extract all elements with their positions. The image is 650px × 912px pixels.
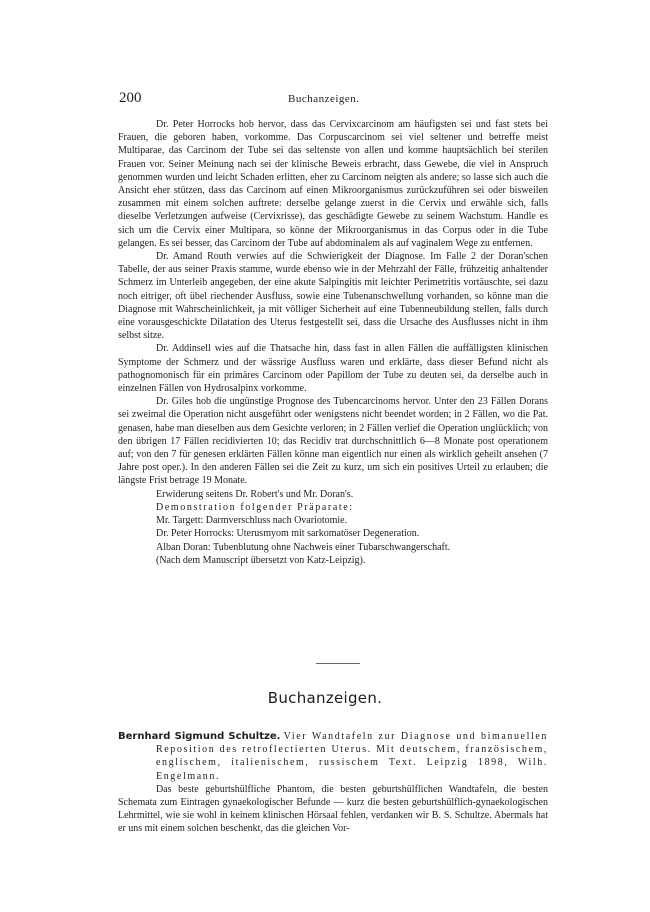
paragraph-horrocks: Dr. Peter Horrocks hob hervor, dass das Cervixcarcinom am häufigsten sei und fast stets bei Frauen, die geboren haben, vorkomme. Das Corpuscarcinom sei viel seltener und betreffe meist Multiparae, das Carcinom der Tube sei das seltenste von allen und komme hauptsächlich bei sterilen Frauen vor. Seiner Meinung nach sei der klinische Beweis erbracht, dass Gewebe, die viel in Anspruch genommen wurden und leicht Schaden erlitten, eher zu Carcinom neigten als andere; so lasse sich auch die Ansicht eher stützen, dass das Carcinom auf einen Mikroorganismus zurückzuführen sei oder bisweilen zusammen mit einem solchen auftrete: derselbe gelange zuerst in die Cervix und erwähle sich, falls dieselbe Verletzungen aufweise (Cervixrisse), das geschädigte Gewebe zu seinem Wachstum. Handle es sich um die Cervix einer Multipara, so könne der Mikroorganismus in das Corpus oder in die Tube gelangen. Es sei besser, das Carcinom der Tube auf abdominalem als auf vaginalem Wege zu entfernen. [118, 119, 548, 249]
review-text [118, 730, 548, 836]
paragraph-horrocks-specimen: Dr. Peter Horrocks: Uterusmyom mit sarkomatöser Degeneration. [156, 528, 420, 540]
running-title: Buchanzeigen. [288, 93, 360, 105]
paragraph-reply: Erwiderung seitens Dr. Robert's und Mr. Doran's. [156, 488, 354, 500]
report-text [118, 118, 548, 567]
paragraph-doran-specimen: Alban Doran: Tubenblutung ohne Nachweis einer Tubarschwangerschaft. [156, 541, 451, 553]
page-number: 200 [119, 90, 142, 106]
paragraph-addinsell: Dr. Addinsell wies auf die Thatsache hin, dass fast in allen Fällen die auffälligsten klinischen Symptome der Schmerz und der wässrige Ausfluss waren und erklärte, dass dieser Befund nicht als pathognomonisch für ein primäres Carcinom oder Papillom der Tube zu deuten sei, da derselbe auch in einzelnen Fällen von Hydrosalpinx vorkomme. [118, 343, 548, 395]
review-citation [118, 730, 548, 783]
review-author: Bernhard Sigmund Schultze. [118, 731, 281, 742]
paragraph-routh: Dr. Amand Routh verwies auf die Schwierigkeit der Diagnose. Im Falle 2 der Doran'schen Tabelle, der aus seiner Praxis stamme, wurde ebenso wie in der Mehrzahl der Fälle, frühzeitig anhaltender Schmerz im Unterleib angegeben, der eine akute Salpingitis mit leichter Perimetritis vortäuschte, sei dazu noch eitriger, oft übel riechender Ausfluss, sowie eine Tubenanschwellung vorhanden, so könne man die Diagnose mit Wahrscheinlichkeit, ja mit völliger Sicherheit auf eine Tubenneubildung stellen, falls durch eine vorausgeschickte Dilatation des Uterus festgestellt sei, dass die Ursache des Ausflusses nicht in ihm selbst sitze. [118, 251, 548, 342]
section-title: Buchanzeigen. [267, 689, 383, 707]
paragraph-targett: Mr. Targett: Darmverschluss nach Ovariotomie. [156, 515, 348, 527]
paragraph-demonstration: Demonstration folgender Präparate: [156, 501, 354, 513]
paragraph-translator-note: (Nach dem Manuscript übersetzt von Katz-Leipzig). [156, 554, 366, 566]
paragraph-giles: Dr. Giles hob die ungünstige Prognose des Tubencarcinoms hervor. Unter den 23 Fällen Dorans sei zweimal die Operation nicht ausgeführt oder wenigstens nicht beendet worden; in 2 Fällen, wo die Pat. genasen, habe man dieselben aus dem Gesichte verloren; in 2 Fällen verlief die Operation unglücklich; von den übrigen 17 Fällen recidivierten 10; das Recidiv trat durchschnittlich 6—8 Monate post operationem auf; von den 7 für genesen erklärten Fällen könne man eigentlich nur einen als wirklich geheilt ansehen (7 Jahre post oper.). In den anderen Fällen sei die Zeit zu kurz, um sich ein positives Urteil zu erlauben; die längste Frist betrage 19 Monate. [118, 396, 548, 487]
section-divider [316, 663, 360, 664]
review-paragraph: Das beste geburtshülfliche Phantom, die besten geburtshülflichen Wandtafeln, die besten Schemata zum Eintragen gynaekologischer Befunde — kurz die besten geburtshülflich-gynaekologischen Lehrmittel, wie sie wohl in keinem klinischen Hörsaal fehlen, verdanken wir B. S. Schultze. Abermals hat er uns mit einem solchen beschenkt, das die gleichen Vor- [118, 783, 548, 835]
review-book-title: Vier Wandtafeln zur Diagnose und bimanuellen Reposition des retroflectierten Uterus. Mit deutschem, französischem, englischem, italienischem, russischem Text. Leipzig 1898, Wilh. Engelmann. [156, 731, 548, 782]
